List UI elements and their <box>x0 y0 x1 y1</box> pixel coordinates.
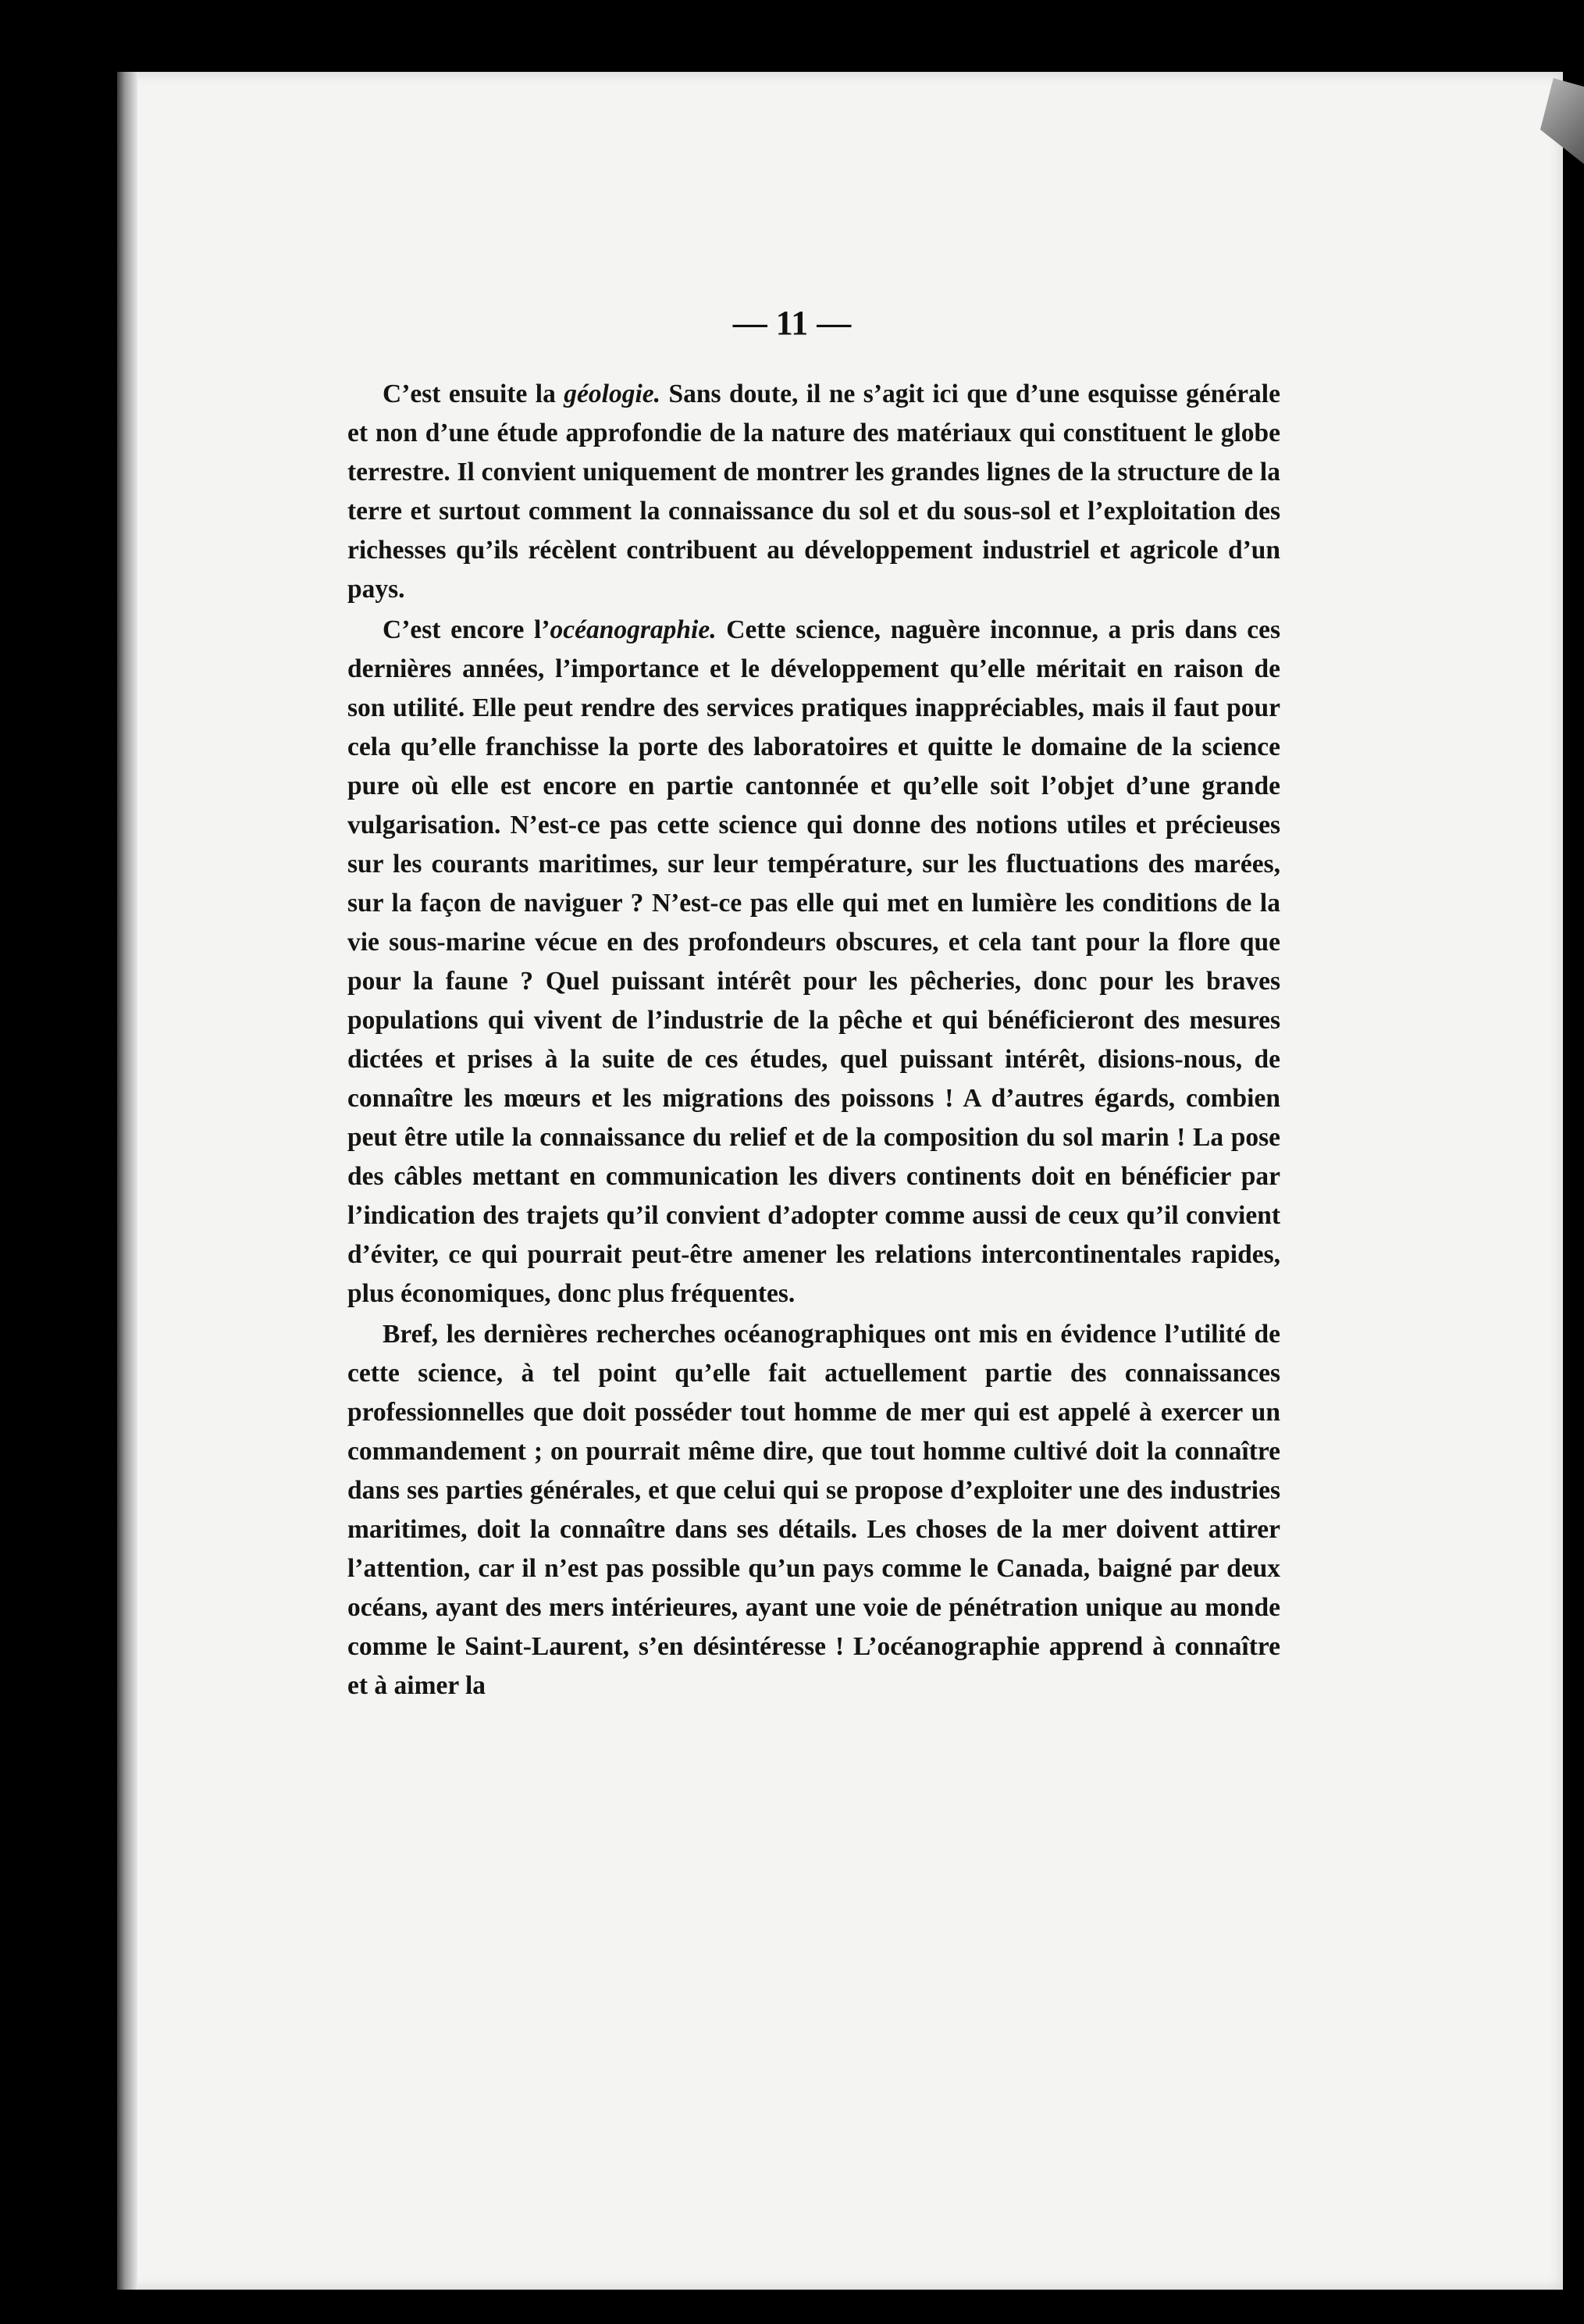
text-run: Bref, les dernières recherches océanographiques ont mis en évidence l’utilité de cette science, à tel point qu’elle fait actuellement partie des connaissances professionnelles que doit posséder tout homme de mer qui est appelé à exercer un commandement ; on pourrait même dire, que tout homme cultivé doit la connaître dans ses parties générales, et que celui qui se propose d’exploiter une des industries maritimes, doit la connaître dans ses détails. Les choses de la mer doivent attirer l’attention, car il n’est pas possible qu’un pays comme le Canada, baigné par deux océans, ayant des mers intérieures, ayant une voie de pénétration unique au monde comme le Saint-Laurent, s’en désintéresse ! L’océanographie apprend à connaître et à aimer la <box>347 1320 1280 1700</box>
italic-term: géologie. <box>564 380 661 408</box>
text-run: C’est ensuite la <box>383 380 564 408</box>
paragraph-3 <box>347 1315 1280 1706</box>
page-binding-edge <box>117 72 137 2290</box>
body-text <box>347 375 1280 1707</box>
page-number: — 11 — <box>732 304 852 342</box>
text-run: C’est encore l’ <box>383 615 550 644</box>
paragraph-2 <box>347 611 1280 1313</box>
paragraph-1 <box>347 375 1280 609</box>
italic-term: océanographie. <box>550 615 717 644</box>
text-run: Sans doute, il ne s’agit ici que d’une esquisse générale et non d’une étude approfondie de la nature des matériaux qui constituent le globe terrestre. Il convient uniquement de montrer les grandes lignes de la structure de la terre et surtout comment la connaissance du sol et du sous-sol et l’exploitation des richesses qu’ils récèlent contribuent au développement industriel et agricole d’un pays. <box>347 380 1280 604</box>
text-run: Cette science, naguère inconnue, a pris dans ces dernières années, l’importance et le développement qu’elle méritait en raison de son utilité. Elle peut rendre des services pratiques inappréciables, mais il faut pour cela qu’elle franchisse la porte des laboratoires et quitte le domaine de la science pure où elle est encore en partie cantonnée et qu’elle soit l’objet d’une grande vulgarisation. N’est-ce pas cette science qui donne des notions utiles et précieuses sur les courants maritimes, sur leur température, sur les fluctuations des marées, sur la façon de naviguer ? N’est-ce pas elle qui met en lumière les conditions de la vie sous-marine vécue en des profondeurs obscures, et cela tant pour la flore que pour la faune ? Quel puissant intérêt pour les pêcheries, donc pour les braves populations qui vivent de l’industrie de la pêche et qui bénéficieront des mesures dictées et prises à la suite de ces études, quel puissant intérêt, disions-nous, de connaître les mœurs et les migrations des poissons ! A d’autres égards, combien peut être utile la connaissance du relief et de la composition du sol marin ! La pose des câbles mettant en communication les divers continents doit en bénéficier par l’indication des trajets qu’il convient d’adopter comme aussi de ceux qu’il convient d’éviter, ce qui pourrait peut-être amener les relations intercontinentales rapides, plus économiques, donc plus fréquentes. <box>347 615 1281 1308</box>
